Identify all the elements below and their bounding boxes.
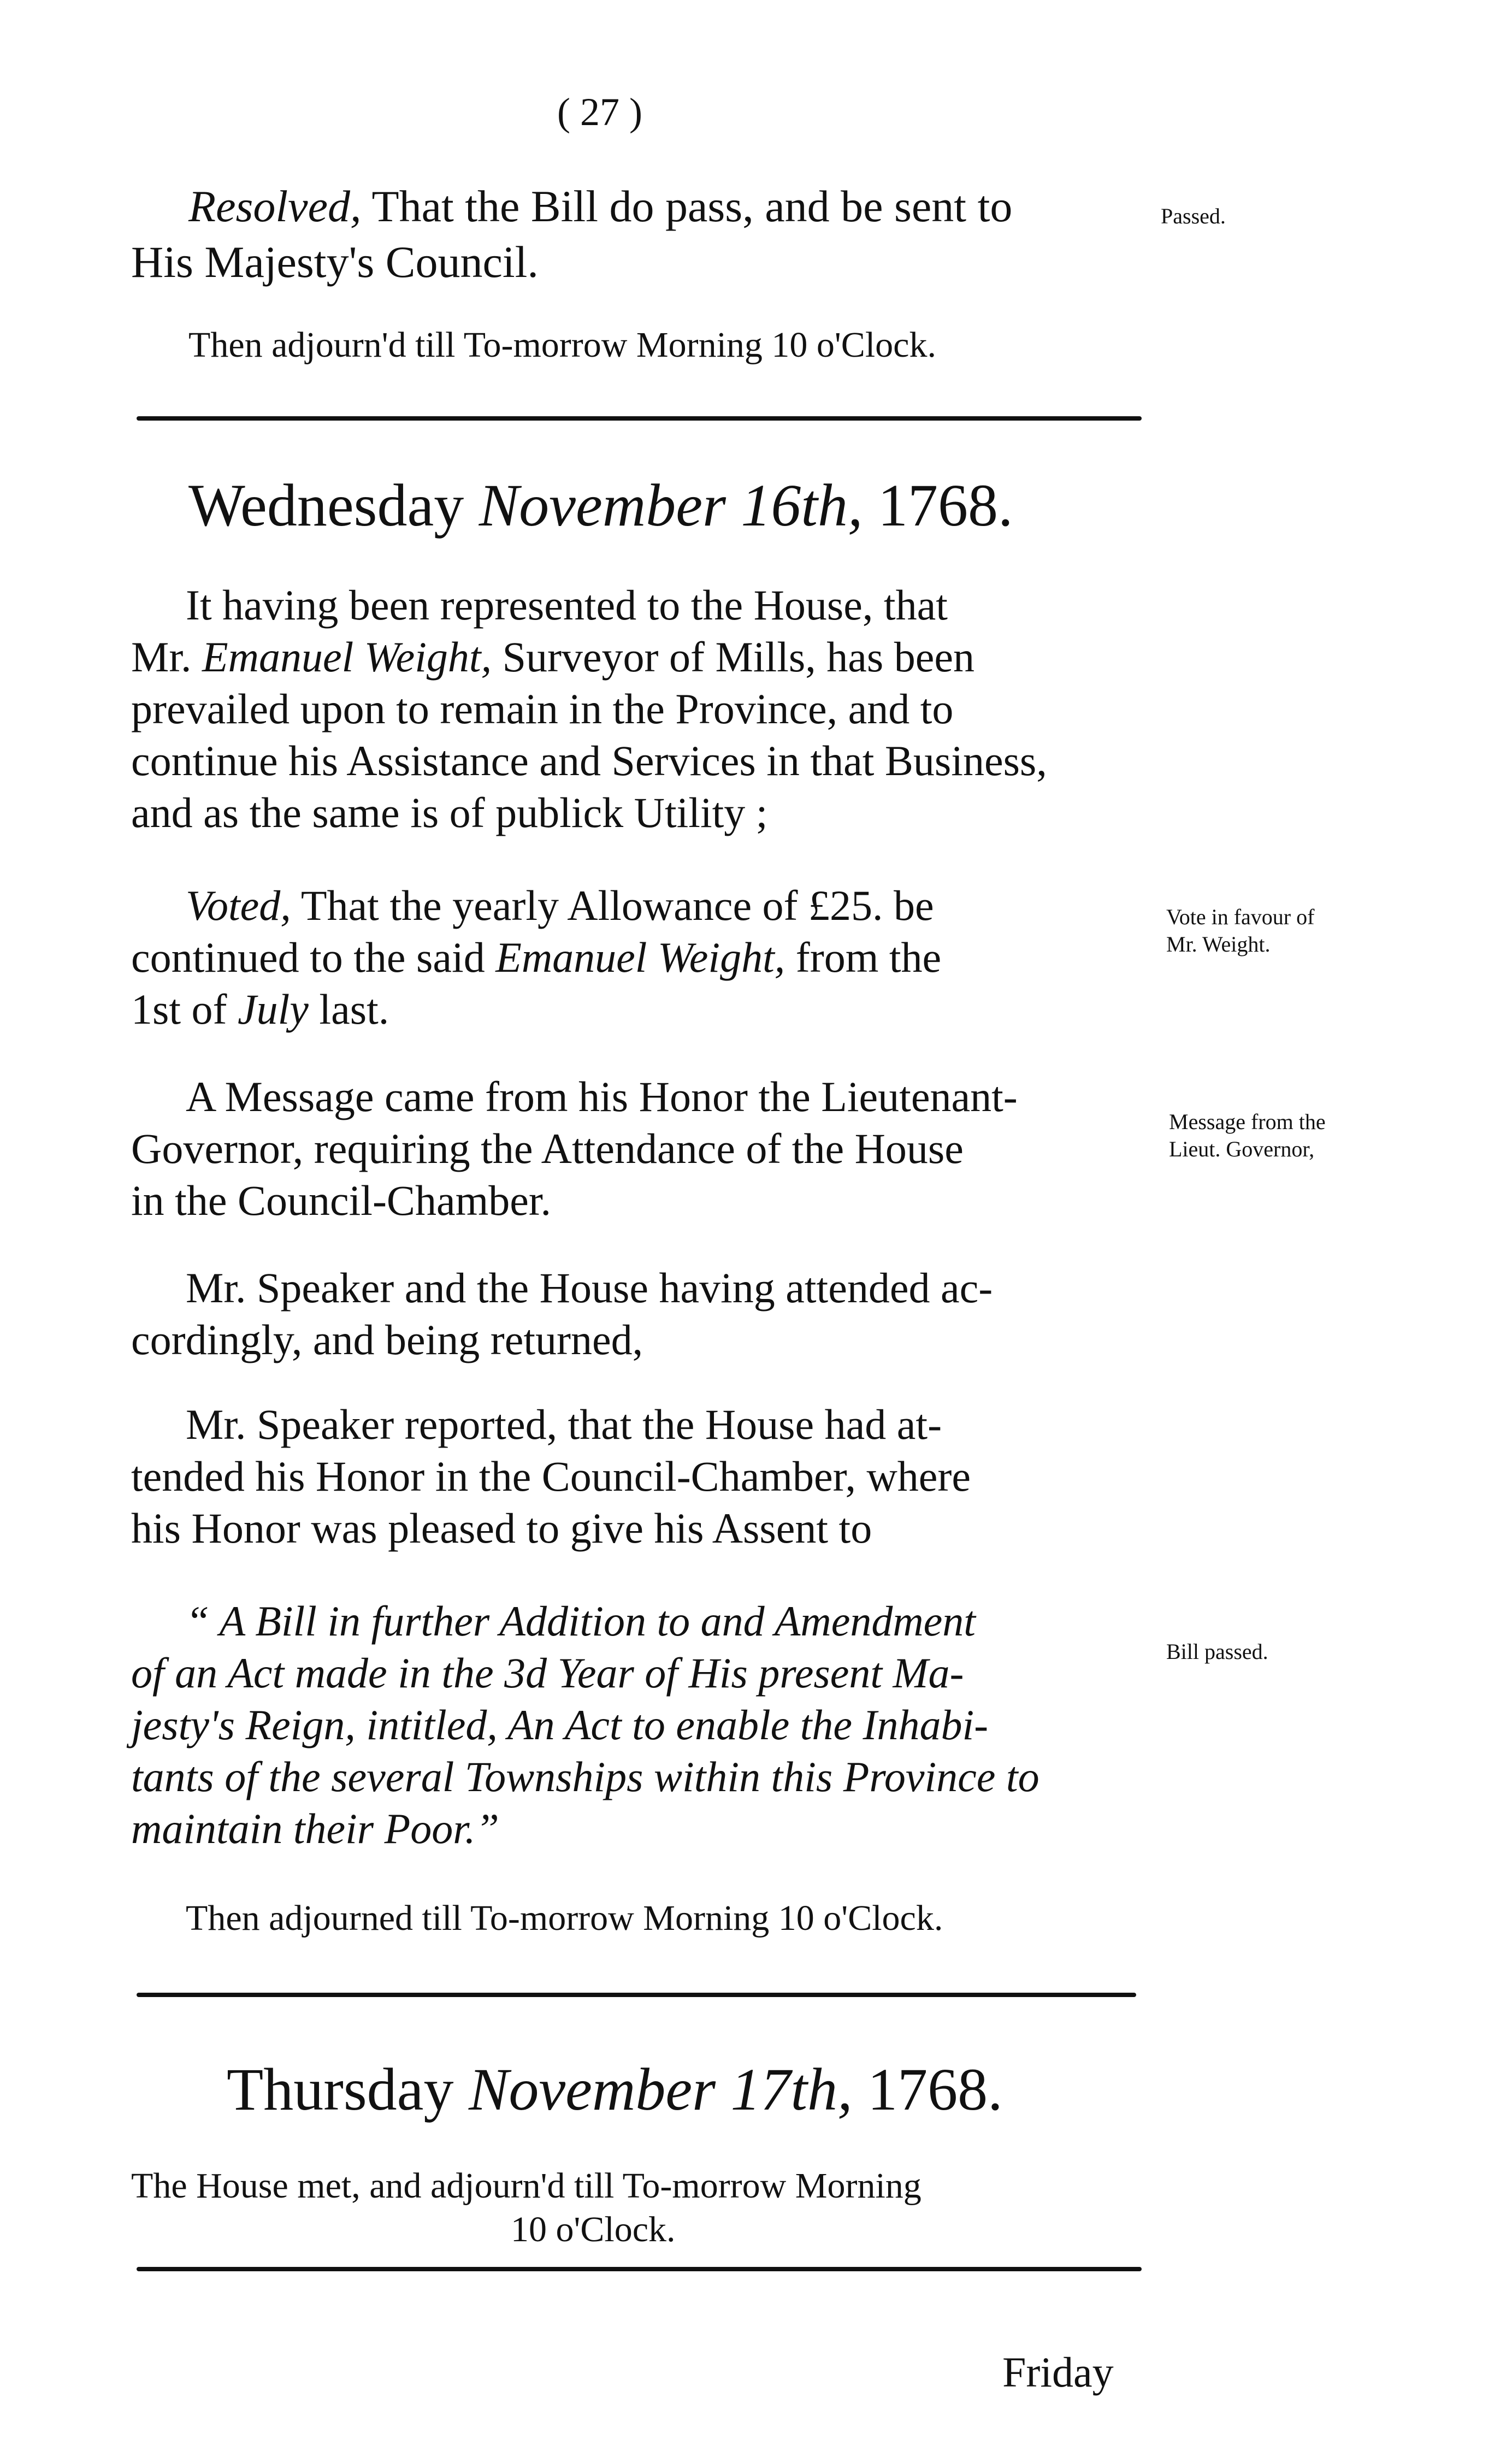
voted-date-a: 1st of — [131, 985, 238, 1033]
speaker-line-1: Mr. Speaker and the House having attended ac- — [186, 1264, 993, 1312]
report-line-2: tended his Honor in the Council-Chamber, where — [131, 1452, 971, 1500]
report-line-3: his Honor was pleased to give his Assent to — [131, 1504, 872, 1552]
section-rule-1 — [137, 416, 1142, 421]
voted-name: Emanuel Weight, — [495, 934, 785, 981]
bill-line-2: of an Act made in the 3d Year of His present Ma- — [131, 1649, 964, 1697]
thursday-line-1: The House met, and adjourn'd till To-morrow Morning — [131, 2166, 922, 2206]
message-line-1: A Message came from his Honor the Lieutenant- — [186, 1073, 1018, 1120]
message-line-3: in the Council-Chamber. — [131, 1177, 552, 1224]
section-rule-2 — [137, 1993, 1136, 1997]
voted-label: Voted, — [186, 882, 291, 929]
voted-date-b: last. — [308, 985, 389, 1033]
para1-line-5: and as the same is of publick Utility ; — [131, 789, 768, 836]
bill-line-1: “ A Bill in further Addition to and Amendment — [186, 1597, 976, 1645]
resolved-line-1 — [188, 180, 1012, 233]
margin-note-bill: Bill passed. — [1166, 1639, 1268, 1664]
heading-month: November 17th, — [468, 2056, 853, 2123]
message-line-2: Governor, requiring the Attendance of the House — [131, 1125, 964, 1172]
resolved-label: Resolved, — [188, 181, 362, 231]
para1-mr: Mr. — [131, 633, 203, 681]
voted-text-b: from the — [785, 934, 942, 981]
report-line-1: Mr. Speaker reported, that the House had at- — [186, 1401, 942, 1448]
para1-line-3: prevailed upon to remain in the Province, and to — [131, 685, 954, 733]
resolved-text: That the Bill do pass, and be sent to — [361, 181, 1013, 231]
heading-year: 1768. — [863, 472, 1013, 539]
adjourn-line-wednesday: Then adjourned till To-morrow Morning 10 o'Clock. — [186, 1898, 943, 1938]
voted-text: That the yearly Allowance of £25. be — [291, 882, 934, 929]
date-heading-wednesday — [188, 470, 1013, 541]
heading-year: 1768. — [852, 2056, 1003, 2123]
margin-note-message-1: Message from the — [1169, 1109, 1326, 1134]
margin-note-vote-1: Vote in favour of — [1166, 905, 1315, 929]
para1-line-2 — [131, 631, 974, 683]
margin-note-vote-2: Mr. Weight. — [1166, 932, 1271, 956]
voted-text-a: continued to the said — [131, 934, 496, 981]
resolved-line-2: His Majesty's Council. — [131, 237, 539, 287]
page-number: ( 27 ) — [557, 90, 642, 134]
voted-line-3 — [131, 983, 389, 1036]
margin-note-passed: Passed. — [1161, 204, 1226, 228]
para1-rest: Surveyor of Mills, has been — [492, 633, 974, 681]
date-heading-thursday — [227, 2054, 1003, 2125]
heading-day: Thursday — [227, 2056, 469, 2123]
voted-line-2 — [131, 931, 941, 984]
bill-line-3: jesty's Reign, intitled, An Act to enable the Inhabi- — [131, 1701, 989, 1749]
speaker-line-2: cordingly, and being returned, — [131, 1316, 643, 1363]
bill-line-4: tants of the several Townships within this Province to — [131, 1753, 1040, 1800]
voted-line-1 — [186, 879, 934, 932]
voted-month: July — [238, 985, 309, 1033]
heading-month: November 16th, — [479, 472, 863, 539]
para1-line-4: continue his Assistance and Services in that Business, — [131, 737, 1047, 784]
para1-line-1: It having been represented to the House, that — [186, 581, 948, 629]
section-rule-3 — [137, 2267, 1142, 2271]
margin-note-message-2: Lieut. Governor, — [1169, 1137, 1315, 1161]
para1-name: Emanuel Weight, — [202, 633, 492, 681]
catchword: Friday — [1002, 2348, 1114, 2396]
adjourn-line-top: Then adjourn'd till To-morrow Morning 10 o'Clock. — [188, 325, 936, 365]
thursday-line-2: 10 o'Clock. — [511, 2210, 676, 2249]
bill-line-5: maintain their Poor.” — [131, 1805, 499, 1852]
heading-day: Wednesday — [188, 472, 479, 539]
